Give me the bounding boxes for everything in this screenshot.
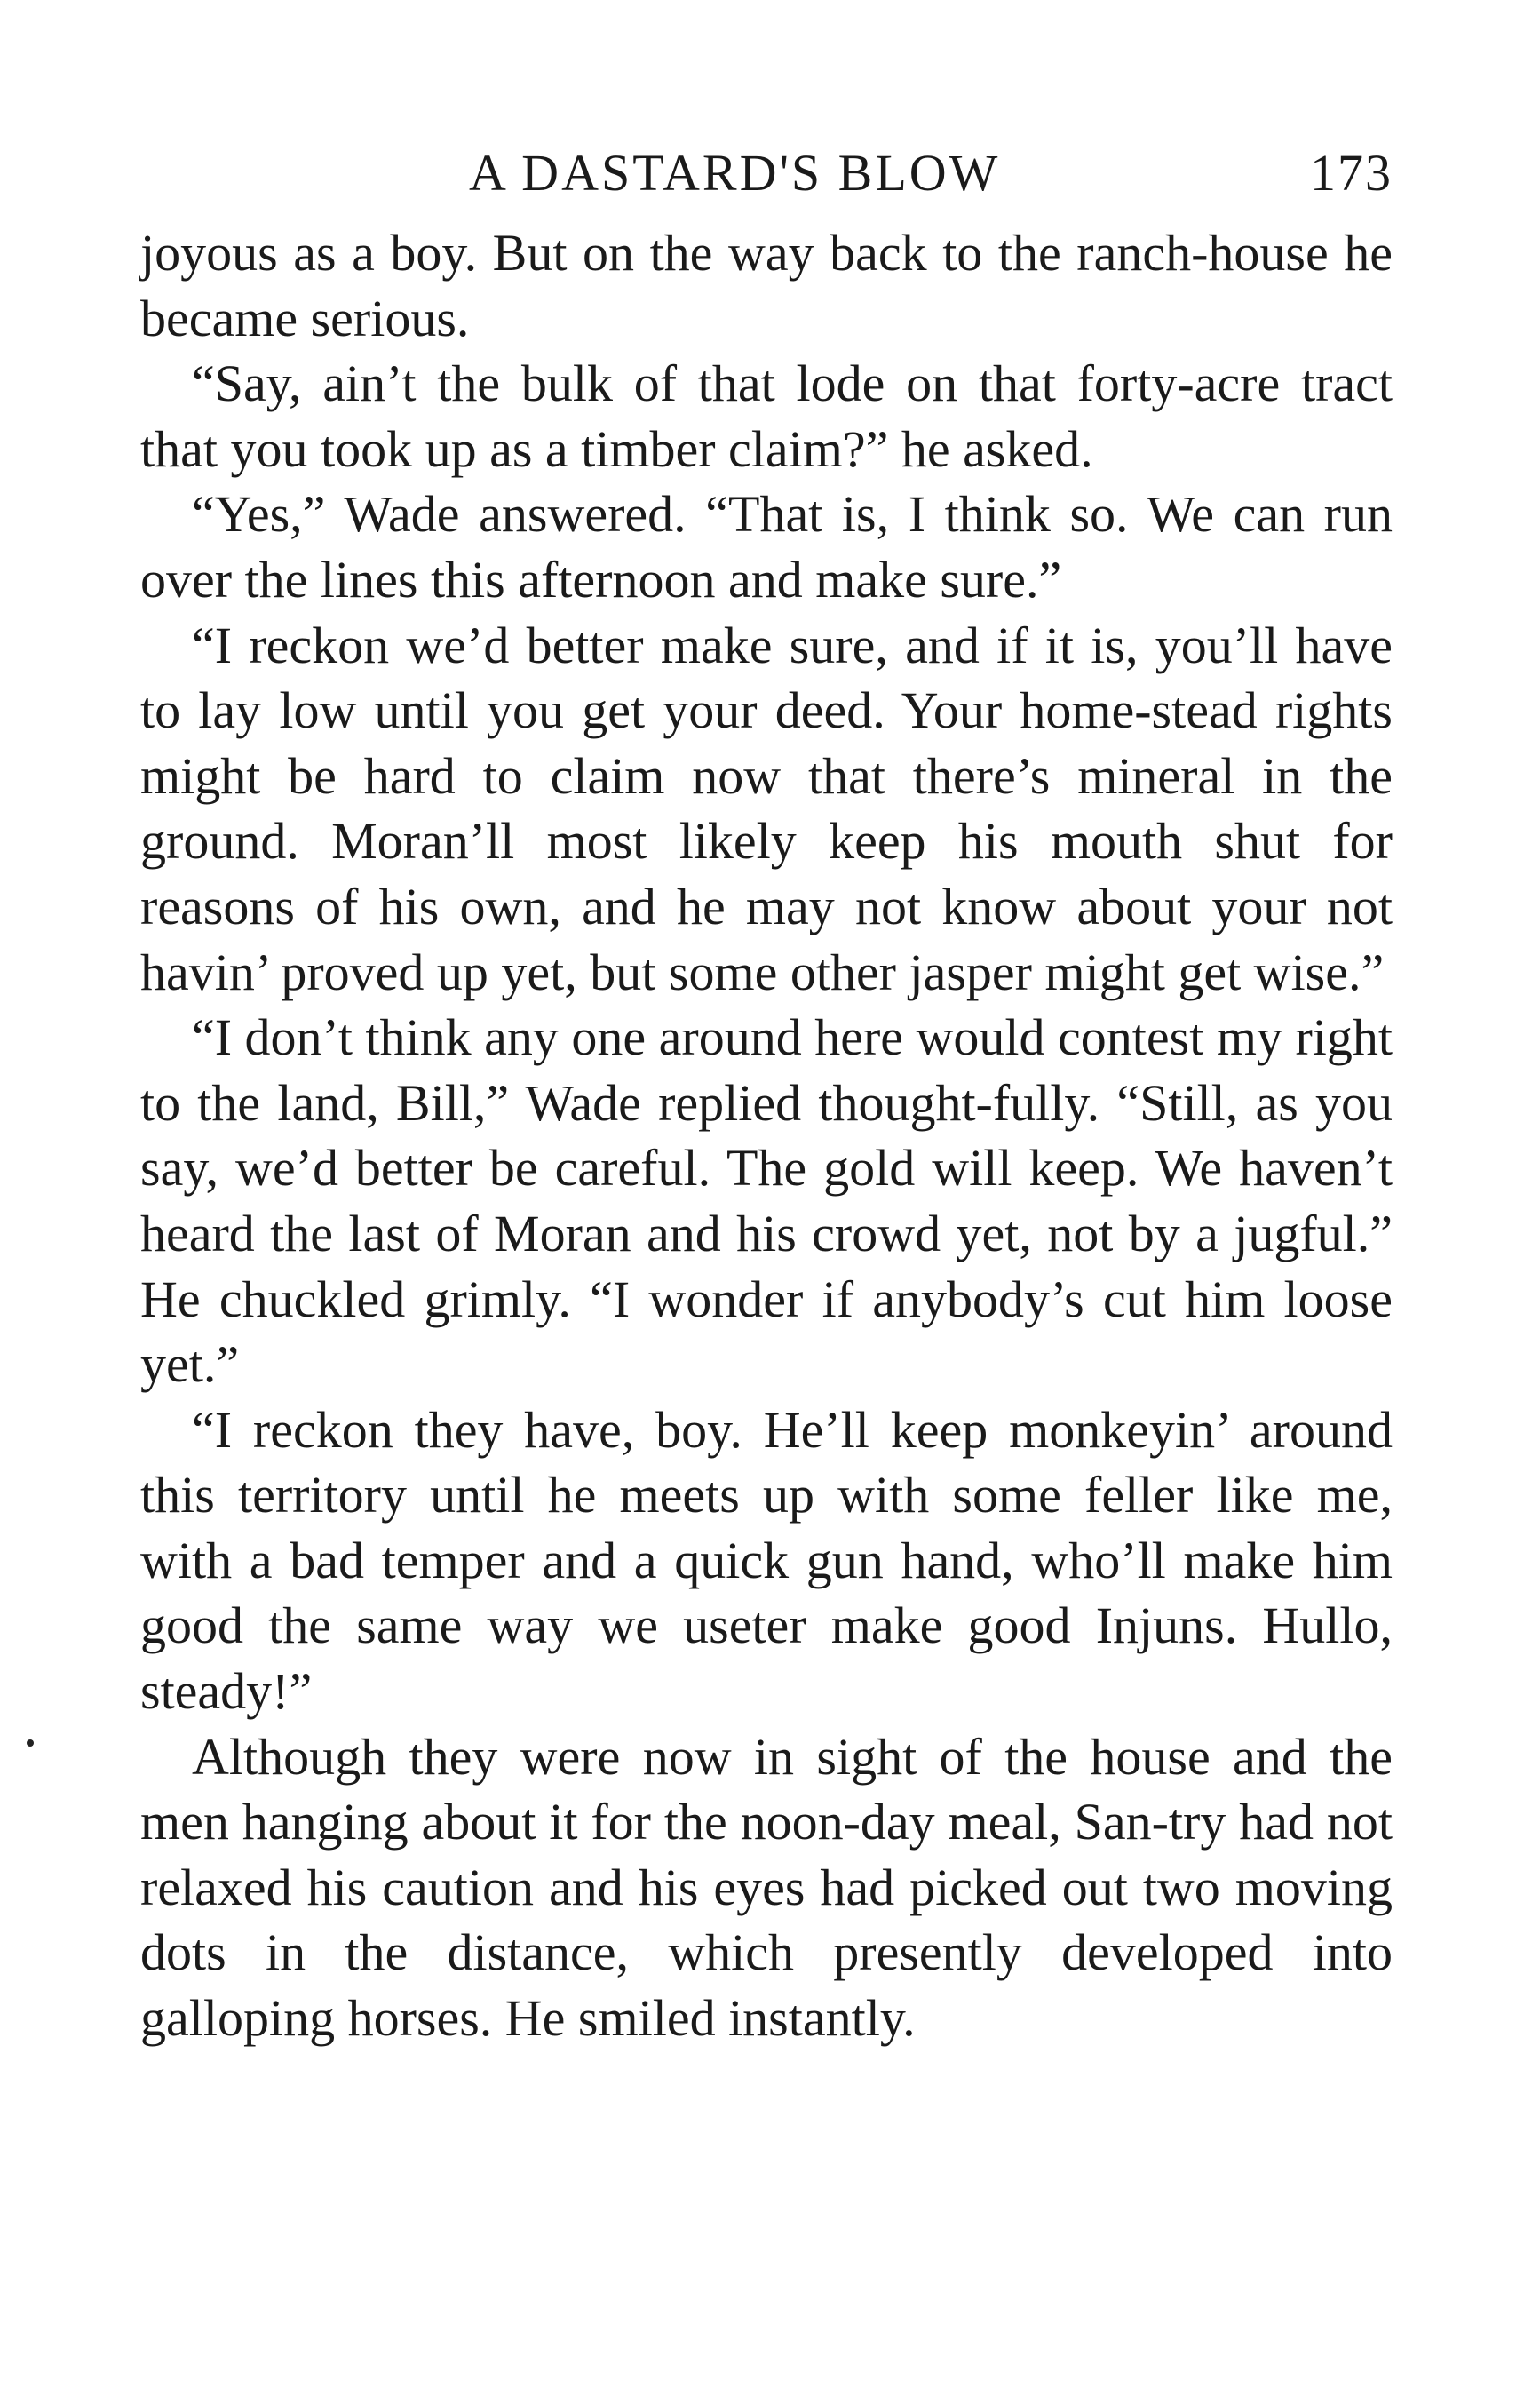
paragraph: joyous as a boy. But on the way back to the ranch-house he became serious.	[140, 224, 1393, 347]
paragraph: “Yes,” Wade answered. “That is, I think so. We can run over the lines this afternoon and make sure.”	[140, 485, 1393, 609]
body-text	[140, 220, 1393, 2051]
paragraph: “I reckon we’d better make sure, and if it is, you’ll have to lay low until you get your deed. Your home-stead rights might be hard to claim now that there’s mineral in the ground. Moran’ll most likely keep his mouth shut for reasons of his own, and he may not know about your not havin’ proved up yet, but some other jasper might get wise.”	[140, 616, 1393, 1001]
paragraph: “I don’t think any one around here would contest my right to the land, Bill,” Wade replied thought-fully. “Still, as you say, we’d better be careful. The gold will keep. We haven’t heard the last of Moran and his crowd yet, not by a jugful.” He chuckled grimly. “I wonder if anybody’s cut him loose yet.”	[140, 1008, 1393, 1394]
book-page	[140, 133, 1393, 2051]
paragraph: “Say, ain’t the bulk of that lode on that forty-acre tract that you took up as a timber claim?” he asked.	[140, 354, 1393, 478]
paragraph: “I reckon they have, boy. He’ll keep monkeyin’ around this territory until he meets up with some feller like me, with a bad temper and a quick gun hand, who’ll make him good the same way we useter make good Injuns. Hullo, steady!”	[140, 1400, 1393, 1721]
chapter-title: A DASTARD'S BLOW	[469, 144, 1001, 202]
ink-speck	[27, 1739, 34, 1747]
paragraph: Although they were now in sight of the house and the men hanging about it for the noon-day meal, San-try had not relaxed his caution and his eyes had picked out two moving dots in the distance, which presently developed into galloping horses. He smiled instantly.	[140, 1727, 1393, 2048]
running-head	[140, 133, 1393, 213]
page-number: 173	[1310, 144, 1393, 202]
